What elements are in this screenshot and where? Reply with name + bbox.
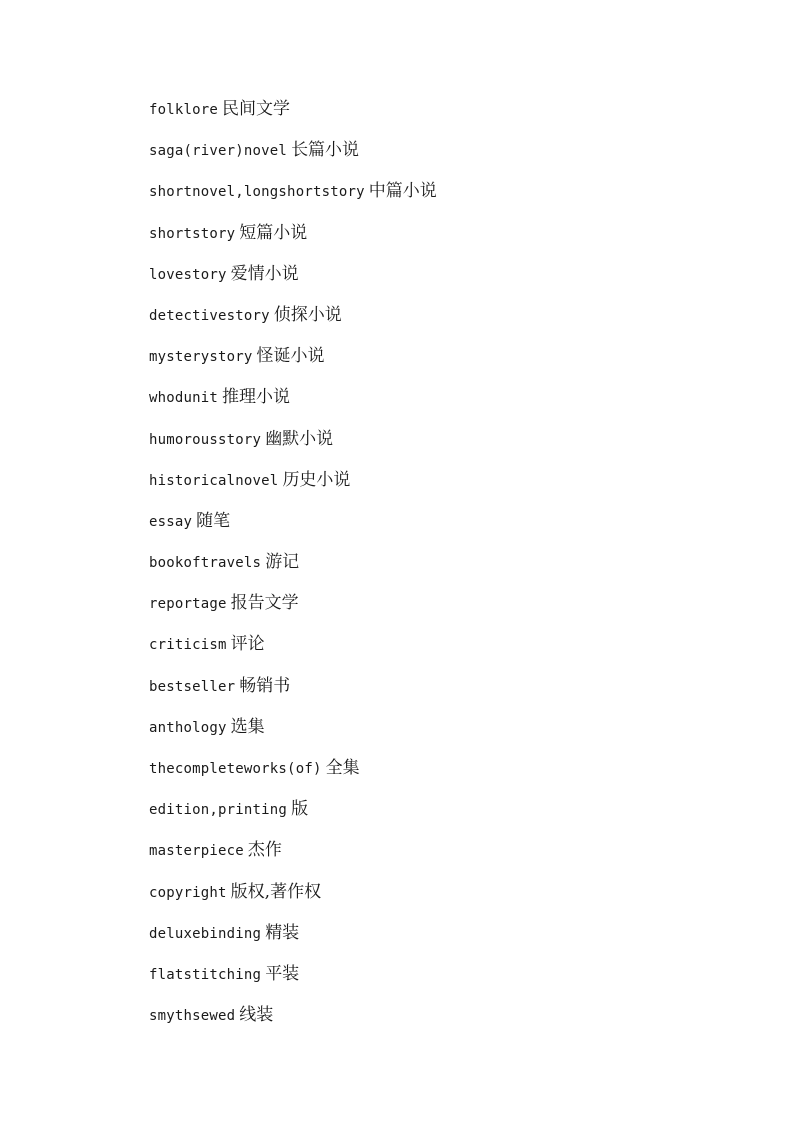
glossary-list: [149, 96, 437, 1043]
glossary-entry: [149, 549, 437, 590]
entry-term-zh: 随笔: [196, 510, 231, 531]
entry-term-zh: 侦探小说: [273, 304, 342, 325]
entry-term-zh: 短篇小说: [239, 222, 308, 243]
entry-term-zh: 版: [291, 799, 309, 820]
entry-term-zh: 历史小说: [282, 469, 351, 490]
entry-term-en: mysterystory: [149, 349, 253, 366]
entry-term-zh: 爱情小说: [230, 263, 299, 284]
glossary-entry: [149, 467, 437, 508]
glossary-entry: [149, 837, 437, 878]
entry-term-zh: 推理小说: [222, 387, 291, 408]
entry-term-zh: 杰作: [247, 840, 282, 861]
glossary-entry: [149, 384, 437, 425]
glossary-entry: [149, 261, 437, 302]
entry-term-zh: 游记: [265, 552, 300, 573]
entry-term-zh: 版权,著作权: [230, 881, 322, 902]
entry-term-en: copyright: [149, 884, 227, 901]
entry-term-en: whodunit: [149, 390, 219, 407]
entry-term-en: humorousstory: [149, 431, 262, 448]
entry-term-zh: 精装: [265, 922, 300, 943]
glossary-entry: [149, 879, 437, 920]
glossary-entry: [149, 631, 437, 672]
entry-term-en: flatstitching: [149, 966, 262, 983]
glossary-entry: [149, 302, 437, 343]
entry-term-en: thecompleteworks(of): [149, 761, 322, 777]
entry-term-en: lovestory: [149, 266, 227, 283]
entry-term-zh: 幽默小说: [265, 428, 334, 449]
entry-term-en: folklore: [149, 102, 219, 118]
entry-term-en: bookoftravels: [149, 555, 262, 572]
entry-term-zh: 畅销书: [239, 675, 291, 696]
entry-term-zh: 平装: [265, 963, 300, 984]
entry-term-en: detectivestory: [149, 307, 270, 324]
entry-term-en: essay: [149, 513, 193, 530]
glossary-entry: [149, 426, 437, 467]
glossary-entry: [149, 590, 437, 631]
glossary-entry: [149, 343, 437, 384]
glossary-entry: [149, 961, 437, 1002]
entry-term-en: reportage: [149, 596, 227, 613]
entry-term-zh: 报告文学: [230, 593, 299, 614]
entry-term-en: edition,printing: [149, 802, 288, 819]
entry-term-zh: 选集: [230, 716, 265, 737]
entry-term-zh: 线装: [239, 1005, 274, 1026]
entry-term-zh: 民间文学: [222, 99, 291, 119]
entry-term-en: shortnovel,longshortstory: [149, 184, 365, 201]
glossary-entry: [149, 508, 437, 549]
entry-term-en: smythsewed: [149, 1008, 236, 1025]
glossary-entry: [149, 920, 437, 961]
glossary-entry: [149, 1002, 437, 1043]
entry-term-en: saga(river)novel: [149, 143, 288, 160]
entry-term-en: historicalnovel: [149, 472, 279, 489]
entry-term-zh: 怪诞小说: [256, 346, 325, 367]
glossary-entry: [149, 673, 437, 714]
entry-term-zh: 中篇小说: [368, 181, 437, 202]
entry-term-zh: 评论: [230, 634, 265, 655]
glossary-entry: [149, 714, 437, 755]
entry-term-en: shortstory: [149, 225, 236, 242]
entry-term-en: criticism: [149, 637, 227, 654]
entry-term-zh: 全集: [325, 758, 360, 778]
glossary-entry: [149, 96, 437, 137]
glossary-entry: [149, 137, 437, 178]
entry-term-en: bestseller: [149, 678, 236, 695]
glossary-entry: [149, 796, 437, 837]
glossary-entry: [149, 178, 437, 219]
glossary-entry: [149, 220, 437, 261]
entry-term-en: masterpiece: [149, 843, 244, 860]
entry-term-en: deluxebinding: [149, 925, 262, 942]
entry-term-zh: 长篇小说: [291, 140, 360, 161]
entry-term-en: anthology: [149, 719, 227, 736]
glossary-entry: [149, 755, 437, 796]
